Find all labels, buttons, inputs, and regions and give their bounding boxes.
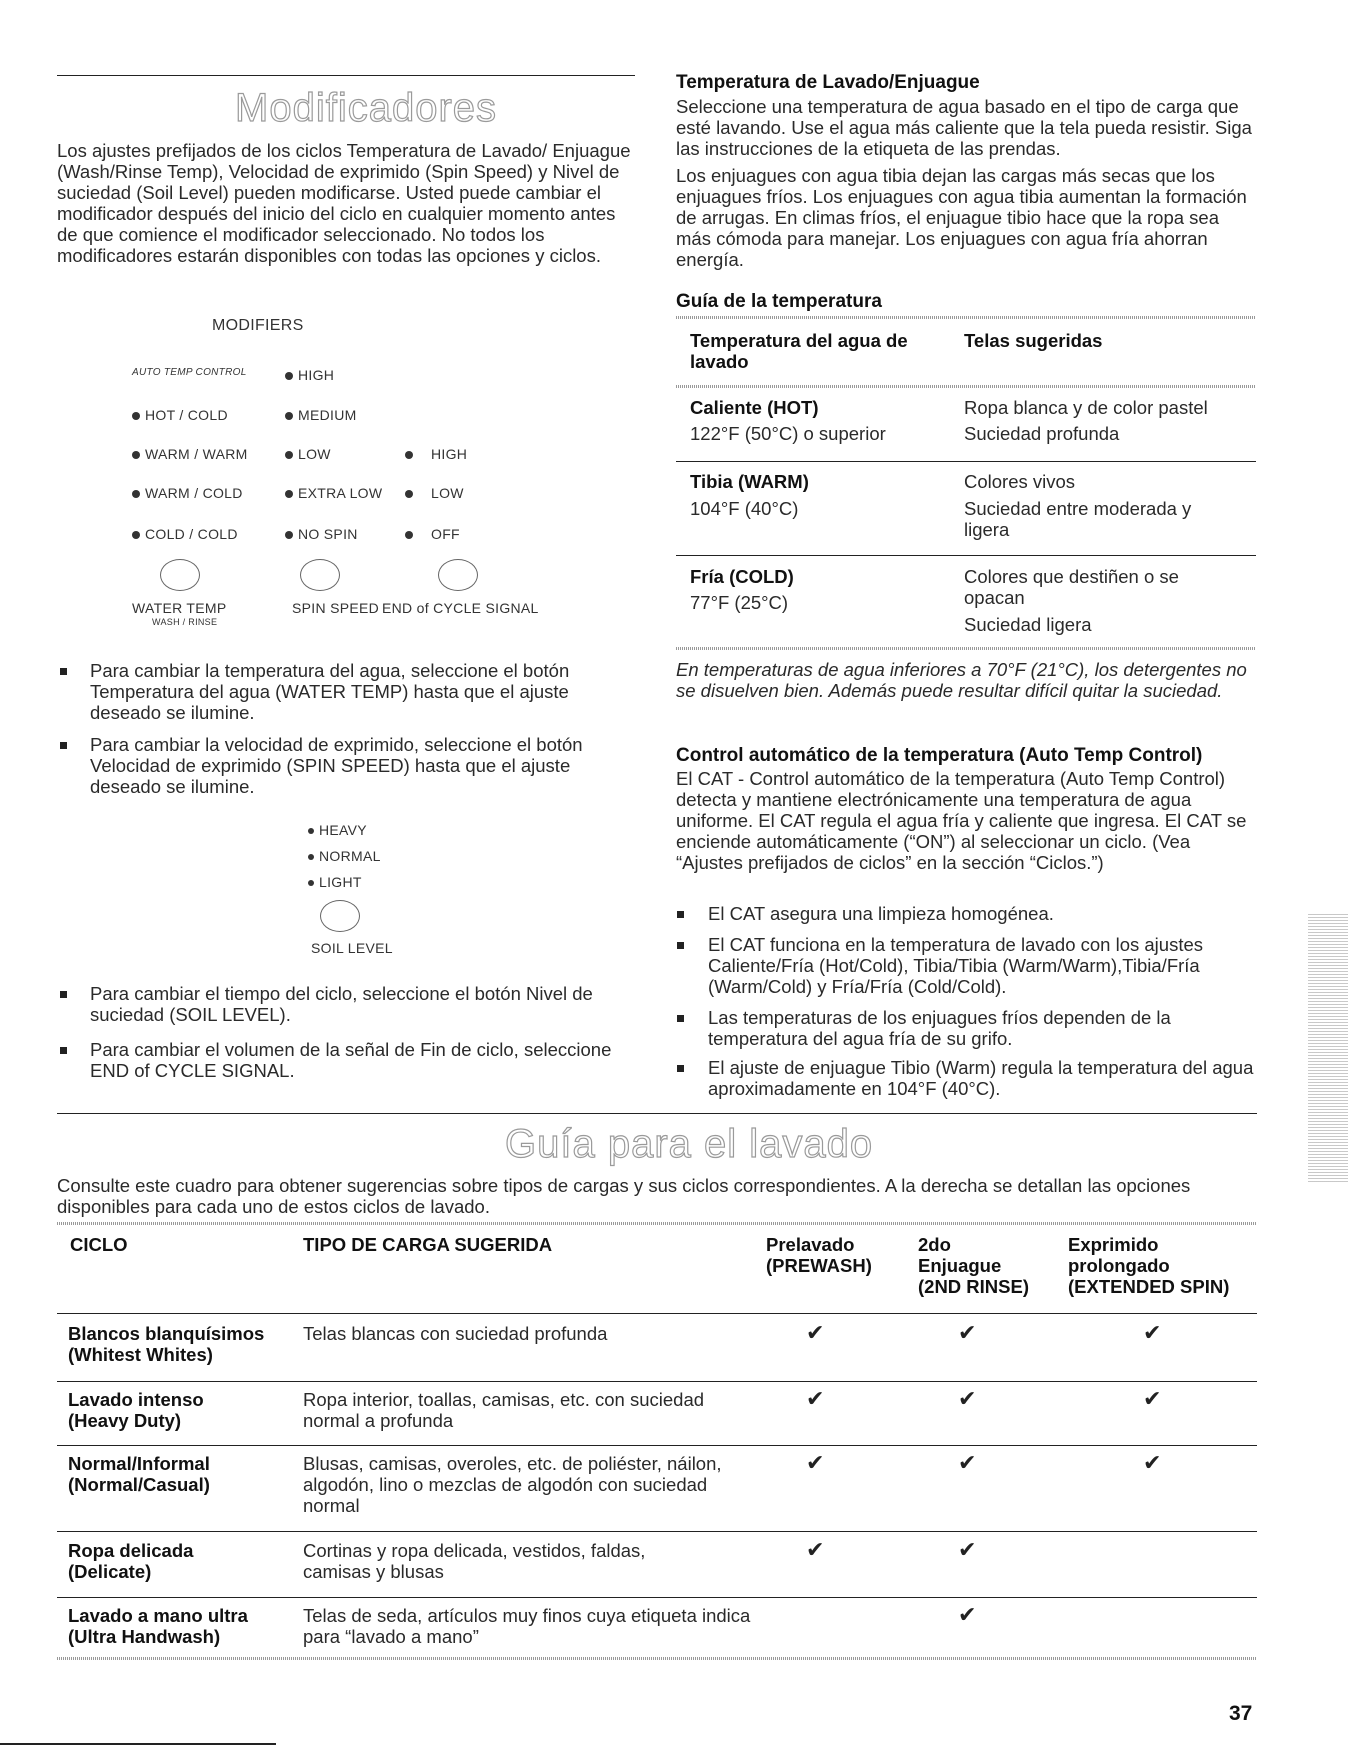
temp-row-value: 77°F (25°C) — [690, 592, 789, 613]
header-prewash: Prelavado (PREWASH) — [766, 1234, 872, 1276]
bullet-spin-speed: Para cambiar la velocidad de exprimido, seleccione el botón Velocidad de exprimido (SPIN SPEED) hasta que el ajuste deseado se ilumine. — [90, 734, 583, 797]
water-temp-label: WATER TEMP — [132, 600, 227, 616]
bullet-marker — [60, 742, 67, 749]
guide-top-rule — [57, 1113, 1257, 1114]
temp-paragraph-1: Seleccione una temperatura de agua basado en el tipo de carga que esté lavando. Use el agua más caliente que la tela pueda resistir. Siga las instrucciones de la etiqueta de las prendas. — [676, 96, 1252, 159]
water-temp-item: WARM / WARM — [132, 446, 248, 462]
bullet-marker — [677, 1065, 684, 1072]
temp-row-name: Caliente (HOT) — [690, 397, 819, 418]
spin-item: MEDIUM — [285, 407, 357, 423]
check-icon: ✔ — [958, 1450, 977, 1475]
auto-temp-label: AUTO TEMP CONTROL — [132, 367, 247, 378]
auto-temp-paragraph: El CAT - Control automático de la temperatura (Auto Temp Control) detecta y mantiene electrónicamente una temperatura de agua uniforme. El CAT regula el agua fría y caliente que ingresa. El CAT se enciende automáticamente (“ON”) al seleccionar un ciclo. (Vea “Ajustes prefijados de ciclos” en la sección “Ciclos.”) — [676, 768, 1247, 873]
cycle-load: Cortinas y ropa delicada, vestidos, faldas, camisas y blusas — [303, 1540, 646, 1582]
temp-row-value: 104°F (40°C) — [690, 498, 799, 519]
panel-heading: MODIFIERS — [212, 317, 304, 334]
page-number: 37 — [1229, 1702, 1253, 1725]
modifiers-intro: Los ajustes prefijados de los ciclos Temperatura de Lavado/ Enjuague (Wash/Rinse Temp), Velocidad de exprimido (Spin Speed) y Nivel de suciedad (Soil Level) pueden modificarse. Usted puede cambiar el modificador después del inicio del ciclo en cualquier momento antes de que comience el modificador seleccionado. No todos los modificadores estarán disponibles con todas las opciones y ciclos. — [57, 140, 631, 266]
footer-rule — [0, 1743, 276, 1745]
temp-row-value: 122°F (50°C) o superior — [690, 423, 886, 444]
bullet-soil-level: Para cambiar el tiempo del ciclo, seleccione el botón Nivel de suciedad (SOIL LEVEL). — [90, 983, 593, 1025]
water-temp-button[interactable] — [160, 559, 200, 591]
top-left-rule — [57, 75, 635, 76]
wash-guide-intro: Consulte este cuadro para obtener sugerencias sobre tipos de cargas y sus ciclos correspondientes. A la derecha se detallan las opciones disponibles para cada uno de estos ciclos de lavado. — [57, 1175, 1191, 1217]
modifiers-title: Modificadores — [235, 86, 498, 130]
cycle-load: Telas de seda, artículos muy finos cuya etiqueta indica para “lavado a mano” — [303, 1605, 751, 1647]
bullet-marker — [60, 668, 67, 675]
row-divider — [57, 1381, 1257, 1382]
bullet-end-signal: Para cambiar el volumen de la señal de Fin de ciclo, seleccione END of CYCLE SIGNAL. — [90, 1039, 612, 1081]
water-temp-item: WARM / COLD — [132, 485, 243, 501]
bullet-marker — [677, 942, 684, 949]
auto-bullet: El CAT funciona en la temperatura de lavado con los ajustes Caliente/Fría (Hot/Cold), Tibia/Tibia (Warm/Warm),Tibia/Fría (Warm/Cold) y Fría/Fría (Cold/Cold). — [708, 934, 1203, 997]
spin-speed-label: SPIN SPEED — [292, 600, 380, 616]
cycle-load: Telas blancas con suciedad profunda — [303, 1323, 608, 1344]
check-icon: ✔ — [806, 1386, 825, 1411]
spin-speed-button[interactable] — [300, 559, 340, 591]
water-temp-sublabel: WASH / RINSE — [152, 617, 218, 627]
fabrics-col-header: Telas sugeridas — [964, 330, 1103, 351]
bullet-marker — [60, 991, 67, 998]
guide-dotted-rule — [676, 647, 1256, 650]
header-load: TIPO DE CARGA SUGERIDA — [303, 1234, 553, 1255]
section-tab-edge — [1308, 912, 1348, 1182]
row-divider — [57, 1313, 1257, 1314]
temp-col-header: Temperatura del agua de lavado — [690, 330, 908, 372]
water-temp-item: COLD / COLD — [132, 526, 238, 542]
soil-panel — [305, 820, 445, 960]
soil-level-label: SOIL LEVEL — [311, 940, 393, 956]
temp-row-name: Fría (COLD) — [690, 566, 794, 587]
cycle-name: Lavado intenso (Heavy Duty) — [68, 1389, 204, 1431]
signal-item: OFF — [405, 526, 460, 542]
guide-dotted-rule — [57, 1657, 1257, 1660]
temp-guide-heading: Guía de la temperatura — [676, 291, 882, 312]
check-icon: ✔ — [958, 1386, 977, 1411]
bullet-marker — [677, 911, 684, 918]
temp-note: En temperaturas de agua inferiores a 70°F (21°C), los detergentes no se disuelven bien. Además puede resultar difícil quitar la suciedad. — [676, 659, 1247, 701]
signal-item: LOW — [405, 485, 464, 501]
soil-item: NORMAL — [308, 848, 381, 864]
soil-item: HEAVY — [308, 822, 367, 838]
guide-dotted-rule — [676, 316, 1256, 319]
auto-temp-heading: Control automático de la temperatura (Auto Temp Control) — [676, 745, 1203, 766]
temp-row-fabric: Suciedad profunda — [964, 423, 1120, 444]
bullet-marker — [677, 1015, 684, 1022]
soil-level-button[interactable] — [320, 900, 360, 932]
row-divider — [676, 555, 1256, 556]
bullet-water-temp: Para cambiar la temperatura del agua, seleccione el botón Temperatura del agua (WATER TEMP) hasta que el ajuste deseado se ilumine. — [90, 660, 570, 723]
wash-guide-title: Guía para el lavado — [505, 1122, 874, 1166]
spin-item: EXTRA LOW — [285, 485, 382, 501]
end-of-cycle-signal-button[interactable] — [438, 559, 478, 591]
water-temp-item: HOT / COLD — [132, 407, 228, 423]
temp-row-name: Tibia (WARM) — [690, 471, 809, 492]
cycle-load: Ropa interior, toallas, camisas, etc. con suciedad normal a profunda — [303, 1389, 705, 1431]
temp-heading: Temperatura de Lavado/Enjuague — [676, 72, 980, 93]
check-icon: ✔ — [806, 1320, 825, 1345]
temp-row-fabric: Suciedad entre moderada y ligera — [964, 498, 1192, 540]
check-icon: ✔ — [806, 1450, 825, 1475]
cycle-name: Normal/Informal (Normal/Casual) — [68, 1453, 210, 1495]
spin-item: NO SPIN — [285, 526, 358, 542]
guide-dotted-rule — [57, 1222, 1257, 1225]
spin-item: LOW — [285, 446, 331, 462]
auto-bullet: Las temperaturas de los enjuagues fríos dependen de la temperatura del agua fría de su grifo. — [708, 1007, 1171, 1049]
temp-row-fabric: Colores vivos — [964, 471, 1076, 492]
signal-label: END of CYCLE SIGNAL — [382, 600, 539, 616]
guide-dotted-rule — [676, 385, 1256, 388]
check-icon: ✔ — [1143, 1450, 1162, 1475]
cycle-name: Ropa delicada (Delicate) — [68, 1540, 194, 1582]
signal-item: HIGH — [405, 446, 467, 462]
soil-item: LIGHT — [308, 874, 362, 890]
temp-row-fabric: Colores que destiñen o se opacan — [964, 566, 1179, 608]
temp-paragraph-2: Los enjuagues con agua tibia dejan las cargas más secas que los enjuagues fríos. Los enjuagues con agua tibia aumentan la formación de arrugas. En climas fríos, el enjuague tibio hace que la ropa sea más cómoda para manejar. Los enjuagues con agua fría ahorran energía. — [676, 165, 1247, 270]
row-divider — [57, 1445, 1257, 1446]
cycle-load: Blusas, camisas, overoles, etc. de poliéster, náilon, algodón, lino o mezclas de algodón con suciedad normal — [303, 1453, 722, 1516]
auto-bullet: El CAT asegura una limpieza homogénea. — [708, 903, 1054, 924]
temp-row-fabric: Ropa blanca y de color pastel — [964, 397, 1208, 418]
header-cycle: CICLO — [70, 1234, 128, 1255]
row-divider — [676, 461, 1256, 462]
bullet-marker — [60, 1047, 67, 1054]
cycle-name: Blancos blanquísimos (Whitest Whites) — [68, 1323, 265, 1365]
cycle-name: Lavado a mano ultra (Ultra Handwash) — [68, 1605, 248, 1647]
modifiers-panel — [130, 315, 590, 635]
auto-bullet: El ajuste de enjuague Tibio (Warm) regula la temperatura del agua aproximadamente en 104°F (40°C). — [708, 1057, 1254, 1099]
header-2nd-rinse: 2do Enjuague (2ND RINSE) — [918, 1234, 1030, 1297]
temp-row-fabric: Suciedad ligera — [964, 614, 1092, 635]
row-divider — [57, 1531, 1257, 1532]
check-icon: ✔ — [958, 1537, 977, 1562]
header-extended-spin: Exprimido prolongado (EXTENDED SPIN) — [1068, 1234, 1230, 1297]
check-icon: ✔ — [958, 1602, 977, 1627]
row-divider — [57, 1597, 1257, 1598]
check-icon: ✔ — [806, 1537, 825, 1562]
check-icon: ✔ — [1143, 1320, 1162, 1345]
check-icon: ✔ — [1143, 1386, 1162, 1411]
check-icon: ✔ — [958, 1320, 977, 1345]
spin-item: HIGH — [285, 367, 334, 383]
